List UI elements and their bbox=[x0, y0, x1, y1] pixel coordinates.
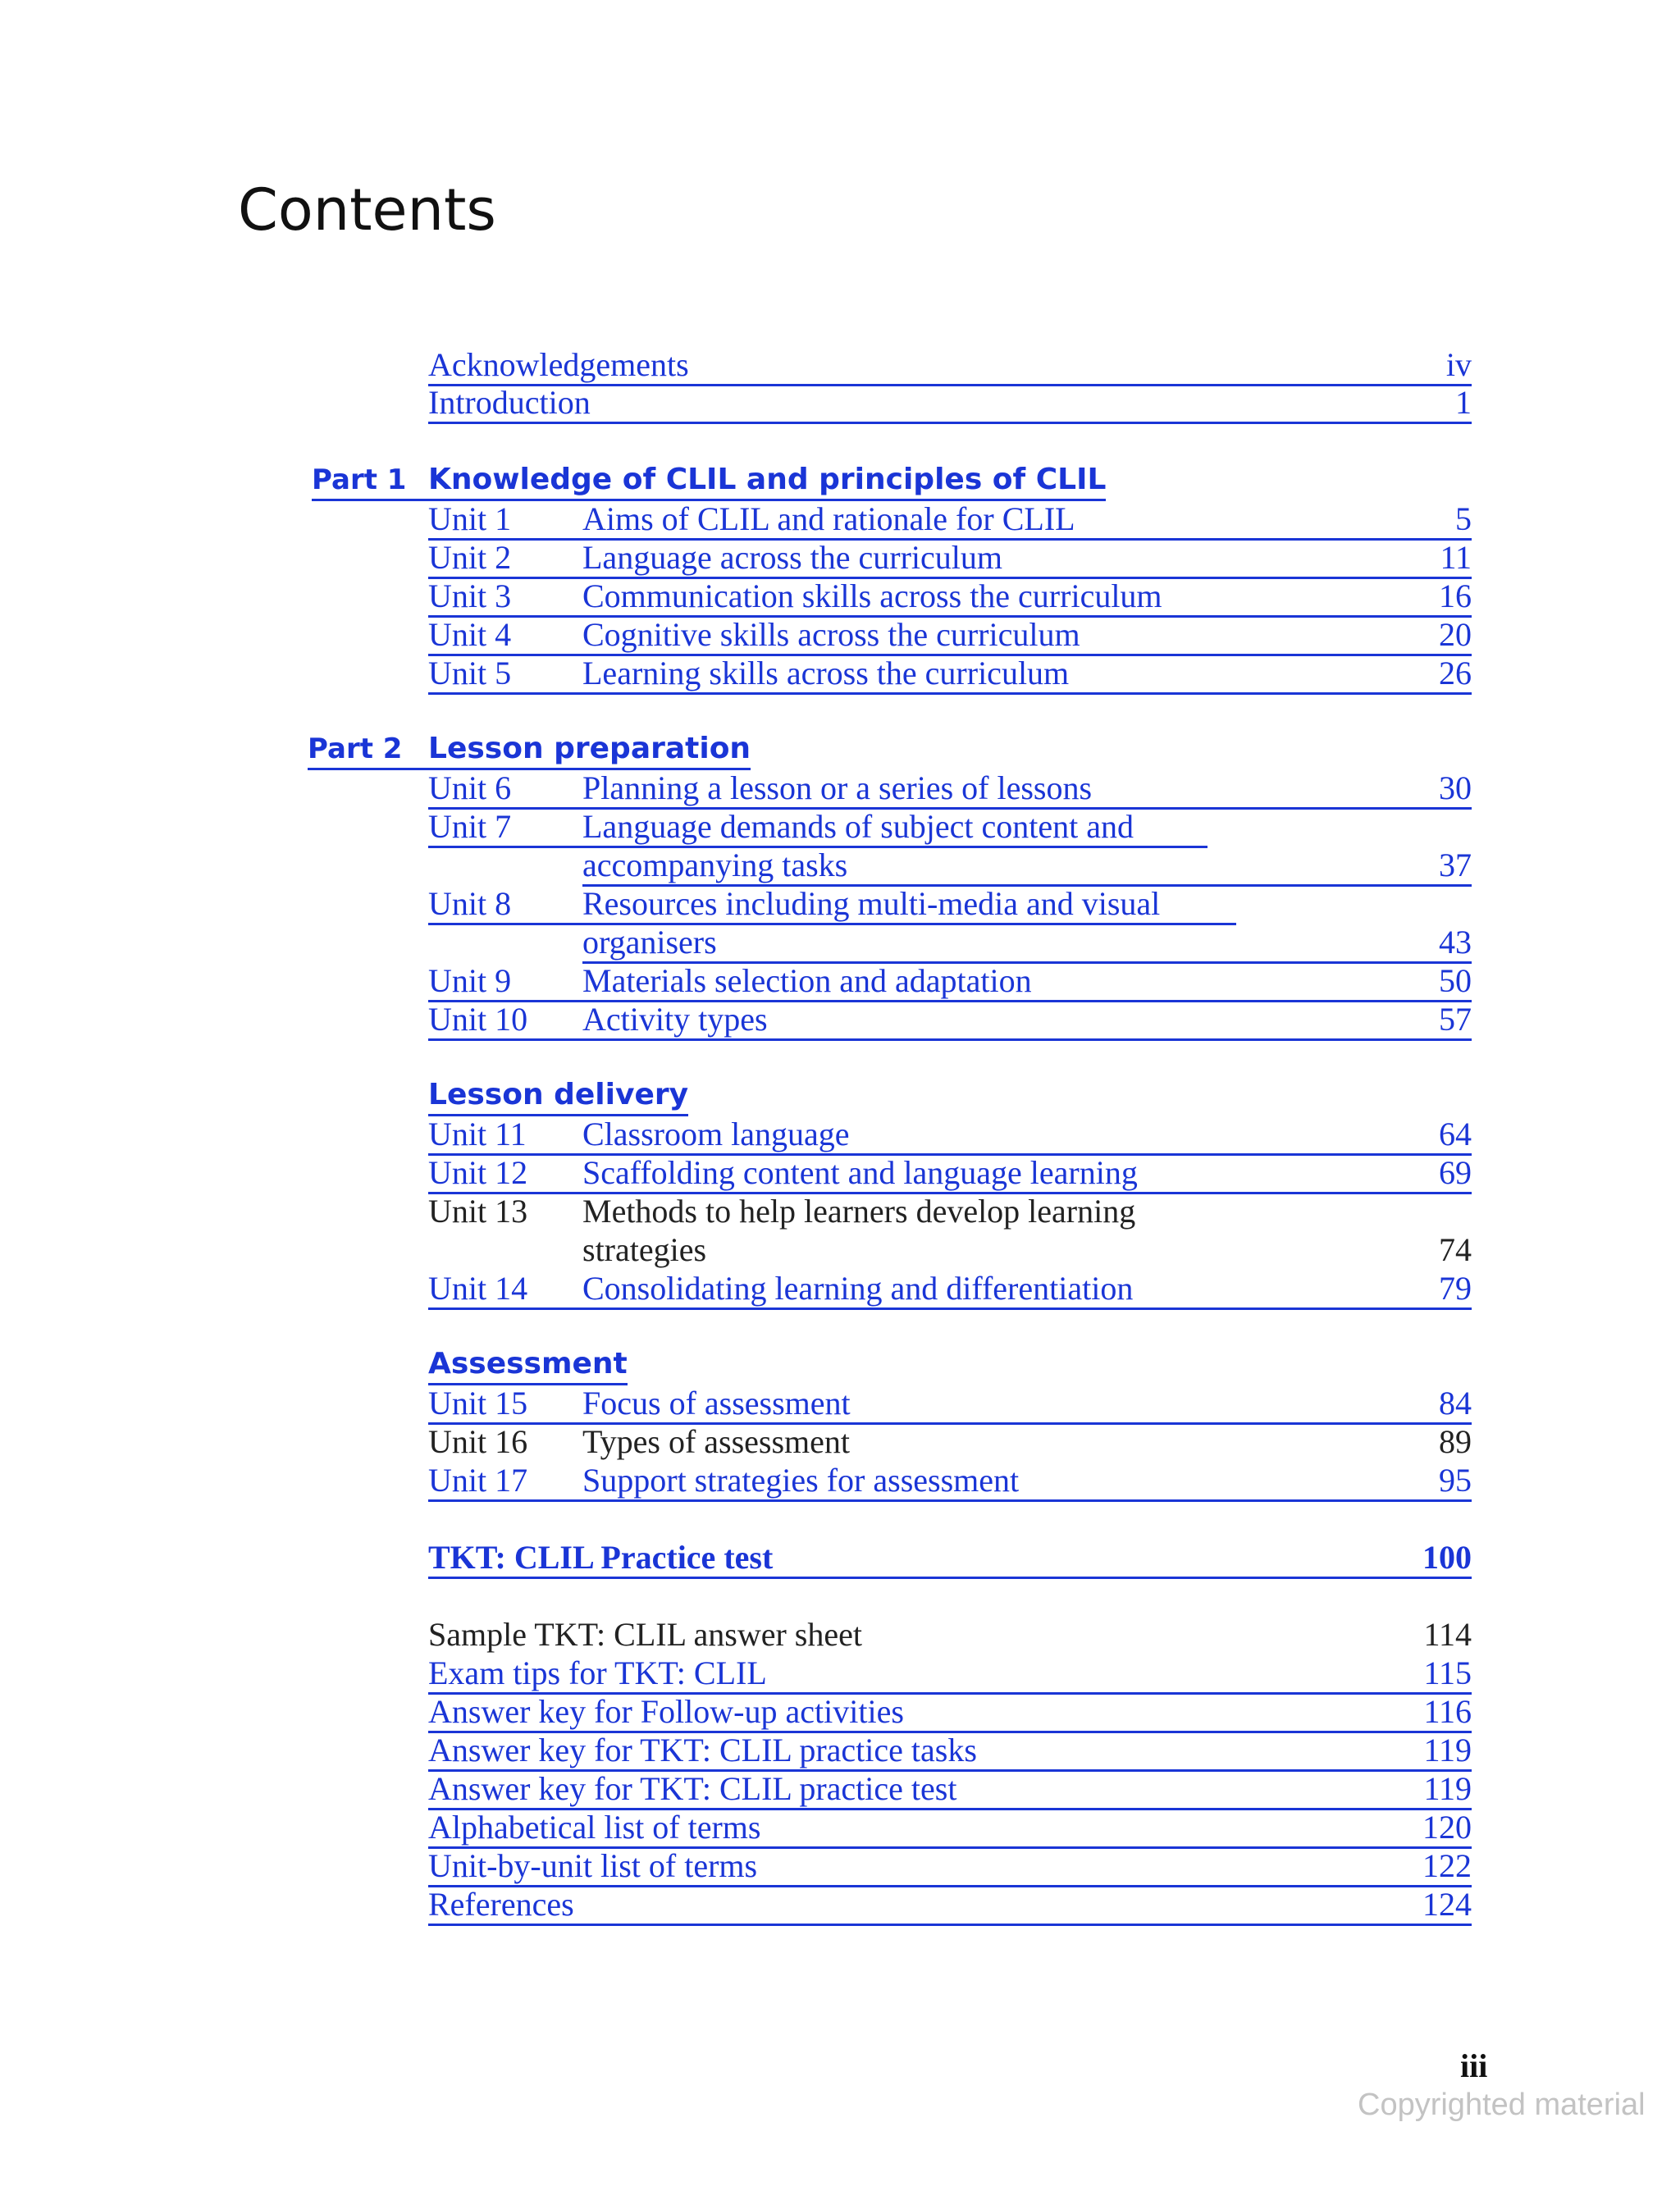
assessment-heading[interactable]: Assessment bbox=[428, 1345, 628, 1385]
page-title: Contents bbox=[238, 176, 496, 244]
toc-entry-unit-6[interactable]: Unit 6 Planning a lesson or a series of lessons 30 bbox=[428, 769, 1472, 810]
toc-entry-unit-16: Unit 16 Types of assessment 89 bbox=[428, 1423, 1472, 1460]
toc-entry-unit-5[interactable]: Unit 5 Learning skills across the curriculum 26 bbox=[428, 655, 1472, 695]
toc-entry-unit-7[interactable]: Unit 7 Language demands of subject content and bbox=[428, 808, 1208, 848]
toc-entry-references[interactable]: References 124 bbox=[428, 1886, 1472, 1926]
part-1-label[interactable]: Part 1 bbox=[312, 461, 428, 501]
toc-entry-unit-1[interactable]: Unit 1 Aims of CLIL and rationale for CLIL 5 bbox=[428, 500, 1472, 541]
toc-entry-unit-13: Unit 13 Methods to help learners develop learning bbox=[428, 1193, 1136, 1230]
toc-entry-unit-17[interactable]: Unit 17 Support strategies for assessment 95 bbox=[428, 1462, 1472, 1502]
toc-entry-unit-12[interactable]: Unit 12 Scaffolding content and language learning 69 bbox=[428, 1154, 1472, 1194]
toc-entry-alphabetical-terms[interactable]: Alphabetical list of terms 120 bbox=[428, 1809, 1472, 1849]
toc-entry-unit-10[interactable]: Unit 10 Activity types 57 bbox=[428, 1001, 1472, 1041]
toc-entry-answer-key-practice-tasks[interactable]: Answer key for TKT: CLIL practice tasks 119 bbox=[428, 1732, 1472, 1772]
part-2-heading[interactable]: Lesson preparation bbox=[428, 730, 751, 770]
toc-entry-unit-15[interactable]: Unit 15 Focus of assessment 84 bbox=[428, 1385, 1472, 1425]
toc-entry-unit-4[interactable]: Unit 4 Cognitive skills across the curriculum 20 bbox=[428, 616, 1472, 656]
toc-entry-unit-9[interactable]: Unit 9 Materials selection and adaptation 50 bbox=[428, 962, 1472, 1002]
toc-entry-practice-test[interactable]: TKT: CLIL Practice test 100 bbox=[428, 1539, 1472, 1579]
toc-entry-unit-2[interactable]: Unit 2 Language across the curriculum 11 bbox=[428, 539, 1472, 579]
toc-entry-unit-13-cont: strategies 74 bbox=[582, 1231, 1472, 1268]
toc-entry-unit-14[interactable]: Unit 14 Consolidating learning and differentiation 79 bbox=[428, 1270, 1472, 1310]
toc-entry-unit-8[interactable]: Unit 8 Resources including multi-media and visual bbox=[428, 885, 1236, 925]
part-2-label[interactable]: Part 2 bbox=[308, 730, 428, 770]
toc-entry-introduction[interactable]: Introduction 1 bbox=[428, 384, 1472, 424]
toc-entry-unit-11[interactable]: Unit 11 Classroom language 64 bbox=[428, 1116, 1472, 1156]
page-number: iii bbox=[1460, 2047, 1488, 2084]
copyright-watermark: Copyrighted material bbox=[1358, 2088, 1646, 2122]
toc-entry-exam-tips[interactable]: Exam tips for TKT: CLIL 115 bbox=[428, 1654, 1472, 1695]
toc-entry-unit-by-unit-terms[interactable]: Unit-by-unit list of terms 122 bbox=[428, 1847, 1472, 1887]
toc-entry-acknowledgements[interactable]: Acknowledgements iv bbox=[428, 346, 1472, 386]
toc-entry-answer-key-practice-test[interactable]: Answer key for TKT: CLIL practice test 119 bbox=[428, 1770, 1472, 1810]
toc-entry-answer-key-follow-up[interactable]: Answer key for Follow-up activities 116 bbox=[428, 1693, 1472, 1733]
lesson-delivery-heading[interactable]: Lesson delivery bbox=[428, 1076, 688, 1116]
toc-entry-unit-3[interactable]: Unit 3 Communication skills across the curriculum 16 bbox=[428, 577, 1472, 618]
toc-entry-unit-7-cont[interactable]: accompanying tasks 37 bbox=[582, 847, 1472, 887]
toc-entry-sample-answer-sheet: Sample TKT: CLIL answer sheet 114 bbox=[428, 1616, 1472, 1653]
part-1-heading[interactable]: Knowledge of CLIL and principles of CLIL bbox=[428, 461, 1106, 501]
toc-entry-unit-8-cont[interactable]: organisers 43 bbox=[582, 924, 1472, 964]
